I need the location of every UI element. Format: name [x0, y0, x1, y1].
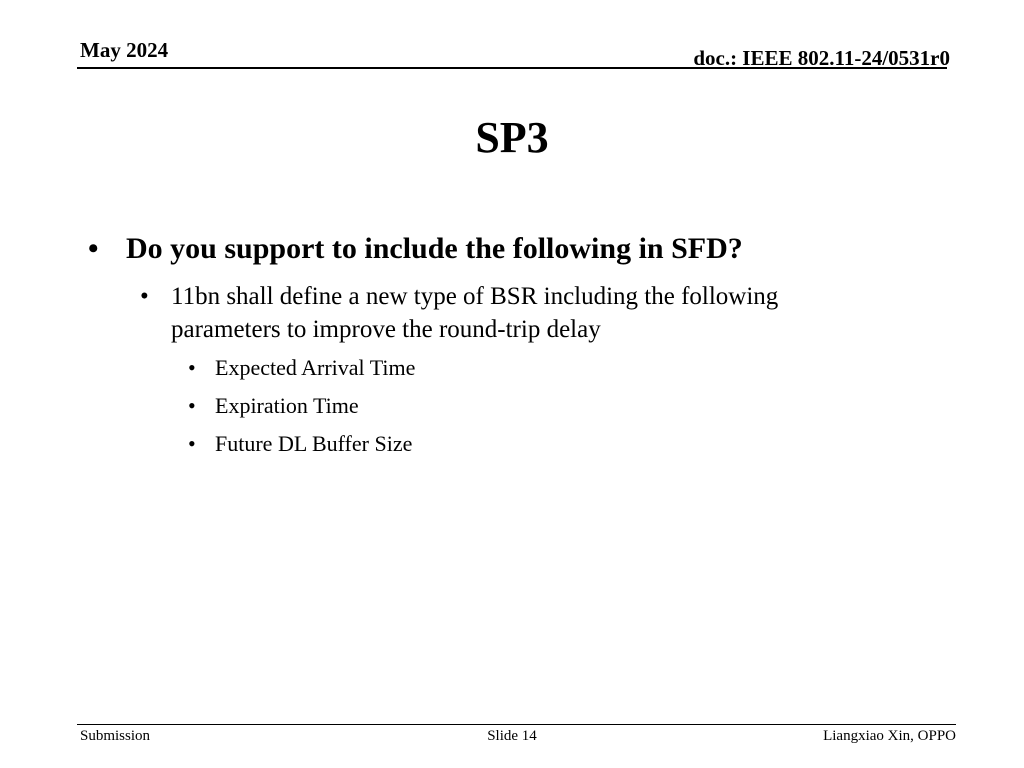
bullet-level-1 — [88, 230, 743, 268]
header-date: May 2024 — [80, 38, 169, 62]
bullet-dot: • — [188, 393, 196, 418]
bullet-dot: • — [188, 431, 196, 456]
slide-title: SP3 — [475, 113, 549, 162]
bullet-text: Do you support to include the following in SFD? — [126, 232, 743, 265]
bullet-level-3-future-dl-buffer-size — [188, 429, 412, 459]
bullet-dot: • — [88, 232, 99, 265]
bullet-dot: • — [140, 283, 149, 310]
footer-slide-number: Slide 14 — [487, 728, 537, 744]
header-divider — [77, 67, 947, 69]
footer-submission: Submission — [80, 728, 151, 744]
bullet-text: Future DL Buffer Size — [215, 431, 413, 456]
bullet-text: 11bn shall define a new type of BSR including the following parameters to improve the round-trip delay — [171, 283, 779, 343]
bullet-level-2 — [140, 280, 900, 346]
document-id: doc.: IEEE 802.11-24/0531r0 — [693, 46, 950, 70]
bullet-text: Expected Arrival Time — [215, 355, 416, 380]
footer-divider — [77, 724, 956, 725]
footer-author: Liangxiao Xin, OPPO — [823, 728, 956, 744]
bullet-level-3-expected-arrival-time — [188, 353, 415, 383]
bullet-level-3-expiration-time — [188, 391, 359, 421]
bullet-text: Expiration Time — [215, 393, 359, 418]
bullet-dot: • — [188, 355, 196, 380]
